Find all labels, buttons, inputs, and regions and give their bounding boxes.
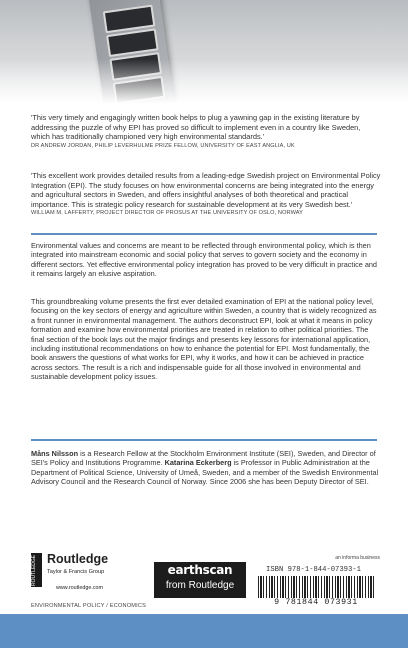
earthscan-subline: from Routledge [165,580,235,591]
footer-color-band [0,614,408,648]
author-name: Katarina Eckerberg [164,458,232,468]
isbn-label: ISBN 978-1-844-07393-1 [266,566,361,574]
author-bio: is a Research Fellow at the Stockholm Environment Institute (SEI), Sweden, and Director of SEI's Policy and Institutions Programme. [31,449,376,468]
subject-category: ENVIRONMENTAL POLICY / ECONOMICS [31,603,147,609]
cover-photo [0,0,408,104]
barcode-number: 9 781844 073931 [252,598,380,607]
barcode-image [258,576,374,598]
quote-text: 'This excellent work provides detailed results from a leading-edge Swedish project on Environmental Policy Integration (EPI). The study focuses on how environmental concerns are being integrated into the energy and agricultural sectors in Sweden, and offers insightful analyses of both theoretical and practical importance. This is strategic policy research for sustainable development at its very Swedish best.' [31,171,381,209]
review-quote-2 [31,171,381,217]
divider-rule [31,439,377,441]
author-bios [31,449,379,487]
photo-fade [0,59,408,104]
divider-rule [31,233,377,235]
review-quote-1 [31,113,381,150]
informa-label: an informa business [335,555,380,561]
earthscan-logo [154,562,246,598]
routledge-logo [31,551,141,597]
earthscan-wordmark: earthscan [167,563,233,577]
author-name: Måns Nilsson [31,449,79,458]
description-paragraph-1: Environmental values and concerns are meant to be reflected through environmental policy, which is then integrated into mainstream economic and social policy that serves to govern society and the economy in different sectors. Yet effective environmental policy integration has proved to be very difficult in practice and it remains largely an elusive aspiration. [31,241,377,279]
author-bio: is Professor in Public Administration at the Department of Political Science, University of Umeå, Sweden, and a member of the Swedish Environmental Advisory Council and the Research Council of Norway. Since 2006 she has been Deputy Director of SEI. [31,458,379,487]
quote-attribution: DR ANDREW JORDAN, PHILIP LEVERHULME PRIZE FELLOW, UNIVERSITY OF EAST ANGLIA, UK [31,142,295,149]
quote-attribution: WILLIAM M. LAFFERTY, PROJECT DIRECTOR OF PROSUS AT THE UNIVERSITY OF OSLO, NORWAY [31,210,303,217]
publisher-url[interactable]: www.routledge.com [56,585,104,591]
routledge-mark-icon: ROUTLEDGE [31,553,42,587]
publisher-group: Taylor & Francis Group [47,569,105,575]
quote-text: 'This very timely and engagingly written book helps to plug a yawning gap in the existing literature by addressing the puzzle of why EPI has proved so difficult to implement even in a country like Sweden, which has traditionally championed very high environmental standards.' [31,113,361,142]
publisher-name: Routledge [47,552,109,566]
isbn-barcode-block [252,555,380,611]
description-paragraph-2: This groundbreaking volume presents the first ever detailed examination of EPI at the national policy level, focusing on the key sectors of energy and agriculture within Sweden, a country that is widely recognized as a front runner in environmental management. The authors deconstruct EPI, look at what it means in policy formation and examine how environmental priorities are treated in relation to other political priorities. The final section of the book lays out the major findings and presents key lessons for international application, including institutional recommendations on how to enhance the potential for EPI. Most fundamentally, the book answers the questions of what works for EPI, why it works, and how it can be achieved in practice across sectors. The result is a rich and indispensable guide for all those involved in environmental and sustainable development policy issues. [31,297,377,382]
